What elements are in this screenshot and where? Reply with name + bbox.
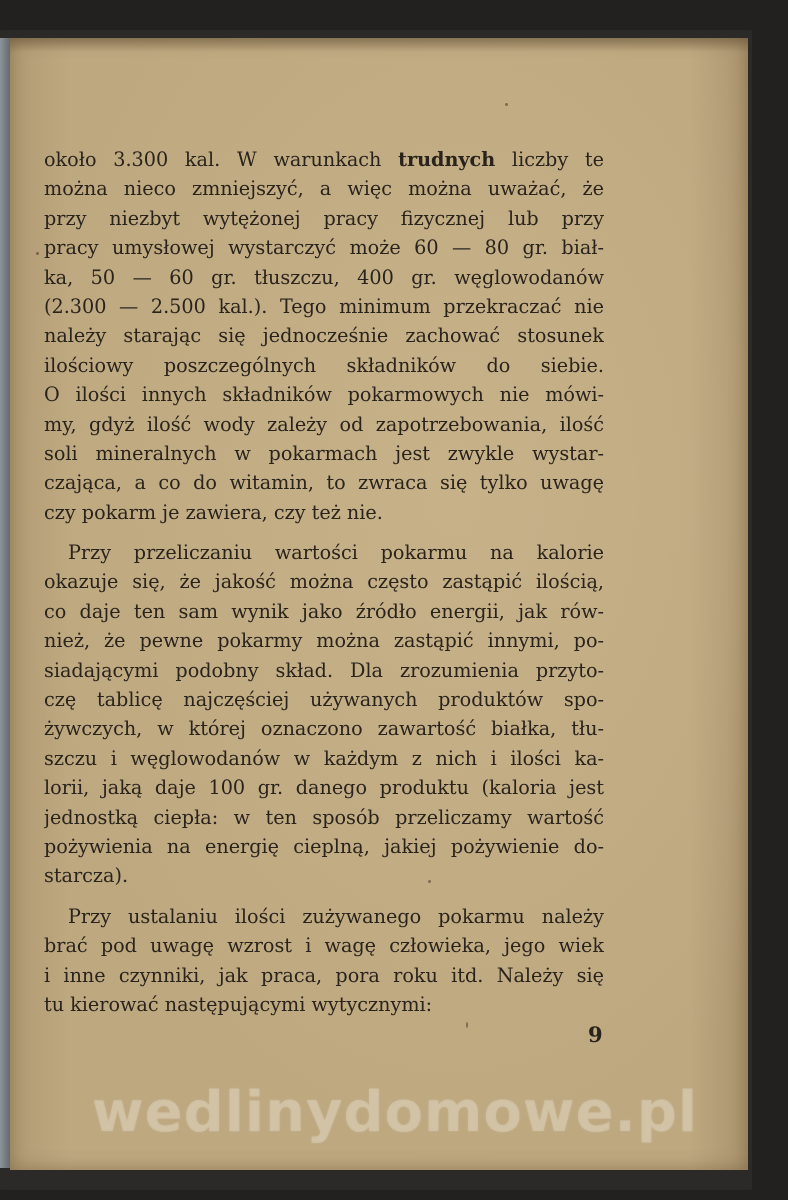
text-line: [44, 145, 604, 174]
text-line: [44, 902, 604, 931]
text-segment: brać pod uwagę wzrost i wagę człowieka, jego wiek: [44, 934, 604, 958]
text-line: [44, 380, 604, 409]
text-segment: i inne czynniki, jak praca, pora roku itd. Należy się: [44, 963, 604, 987]
text-line: [44, 410, 604, 439]
text-segment: przy niezbyt wytężonej pracy fizycznej lub przy: [44, 206, 604, 230]
text-line: [44, 626, 604, 655]
text-line: [44, 439, 604, 468]
paper-speck: [466, 1022, 468, 1028]
text-segment: nież, że pewne pokarmy można zastąpić innymi, po-: [44, 629, 604, 653]
watermark: wedlinydomowe.pl: [91, 1080, 699, 1145]
text-line: [44, 292, 604, 321]
text-line: [44, 468, 604, 497]
text-line: [44, 174, 604, 203]
text-segment: można nieco zmniejszyć, a więc można uważać, że: [44, 177, 604, 201]
text-line: [44, 597, 604, 626]
paper-speck: [36, 252, 39, 255]
paragraph: [44, 538, 604, 891]
text-segment: starcza).: [44, 864, 129, 888]
text-segment: (2.300 — 2.500 kal.). Tego minimum przekraczać nie: [44, 294, 604, 318]
text-line: [44, 656, 604, 685]
text-segment: ka, 50 — 60 gr. tłuszczu, 400 gr. węglowodanów: [44, 265, 604, 289]
text-segment: Przy ustalaniu ilości zużywanego pokarmu należy: [68, 904, 604, 928]
text-line: [44, 233, 604, 262]
text-line: [44, 538, 604, 567]
page-number: 9: [588, 1022, 603, 1047]
text-segment: my, gdyż ilość wody zależy od zapotrzebowania, ilość: [44, 412, 604, 436]
text-line: [44, 931, 604, 960]
paper-top-shadow: [10, 38, 748, 52]
text-line: [44, 803, 604, 832]
paragraph-gap: [44, 527, 604, 538]
text-line: [44, 832, 604, 861]
text-segment: pracy umysłowej wystarczyć może 60 — 80 gr. biał-: [44, 236, 604, 260]
text-segment: liczby te: [495, 148, 604, 171]
bold-word: trudnych: [398, 148, 496, 171]
text-line: [44, 263, 604, 292]
text-segment: lorii, jaką daje 100 gr. danego produktu (kaloria jest: [44, 776, 604, 800]
text-line: [44, 961, 604, 990]
text-line: [44, 321, 604, 350]
text-segment: około 3.300 kal. W warunkach: [44, 148, 399, 171]
paragraph: [44, 145, 604, 527]
text-line: [44, 714, 604, 743]
text-line: [44, 351, 604, 380]
text-segment: należy starając się jednocześnie zachować stosunek: [44, 324, 604, 348]
body-text: [44, 145, 604, 1019]
text-segment: tu kierować następującymi wytycznymi:: [44, 992, 433, 1016]
text-segment: soli mineralnych w pokarmach jest zwykle wystar-: [44, 441, 604, 465]
paragraph-gap: [44, 891, 604, 902]
text-line: [44, 498, 604, 527]
text-segment: O ilości innych składników pokarmowych nie mówi-: [44, 383, 604, 407]
text-segment: czająca, a co do witamin, to zwraca się tylko uwagę: [44, 471, 604, 495]
text-line: [44, 773, 604, 802]
text-segment: żywczych, w której oznaczono zawartość białka, tłu-: [44, 717, 604, 741]
text-line: [44, 861, 604, 890]
text-segment: okazuje się, że jakość można często zastąpić ilością,: [44, 570, 604, 594]
text-line: [44, 990, 604, 1019]
text-segment: czę tablicę najczęściej używanych produktów spo-: [44, 688, 604, 712]
text-segment: Przy przeliczaniu wartości pokarmu na kalorie: [68, 541, 604, 565]
text-segment: ilościowy poszczególnych składników do siebie.: [44, 353, 604, 377]
text-segment: szczu i węglowodanów w każdym z nich i ilości ka-: [44, 746, 604, 770]
paper-speck: [505, 103, 508, 106]
text-segment: jednostką ciepła: w ten sposób przeliczamy wartość: [44, 805, 604, 829]
text-line: [44, 685, 604, 714]
text-line: [44, 567, 604, 596]
text-segment: co daje ten sam wynik jako źródło energii, jak rów-: [44, 599, 604, 623]
text-line: [44, 204, 604, 233]
text-segment: czy pokarm je zawiera, czy też nie.: [44, 500, 383, 524]
text-segment: siadającymi podobny skład. Dla zrozumienia przyto-: [44, 658, 604, 682]
text-line: [44, 744, 604, 773]
paragraph: [44, 902, 604, 1020]
text-segment: pożywienia na energię cieplną, jakiej pożywienie do-: [44, 834, 604, 858]
